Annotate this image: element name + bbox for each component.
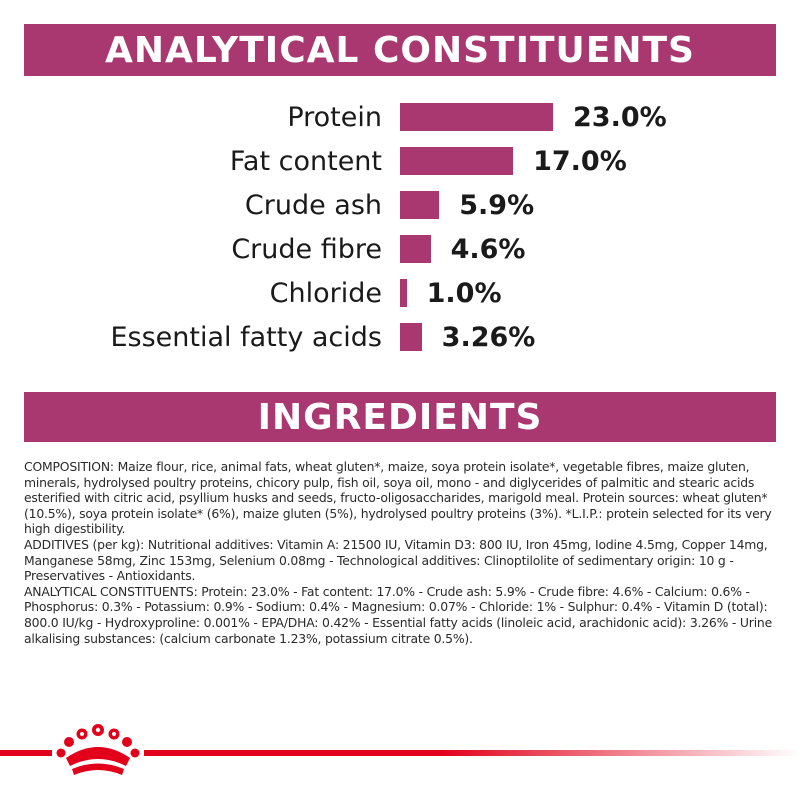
chart-category-label: Essential fatty acids	[110, 322, 382, 353]
chart-row	[0, 184, 800, 228]
chart-row	[0, 96, 800, 140]
additives-paragraph: ADDITIVES (per kg): Nutritional additives: Vitamin A: 21500 IU, Vitamin D3: 800 IU, Iron 45mg, Iodine 4.5mg, Copper 14mg, Manganese 58mg, Zinc 153mg, Selenium 0.08mg - Technological additives: Clinoptilolite of sedimentary origin: 10 g - Preservatives - Antioxidants.	[24, 536, 768, 584]
analytical-constituents-banner	[24, 24, 776, 76]
chart-category-label: Crude ash	[244, 190, 382, 221]
ingredients-text	[24, 459, 776, 646]
chart-row	[0, 316, 800, 360]
chart-value-label: 1.0%	[426, 278, 502, 309]
chart-value-label: 4.6%	[450, 234, 526, 265]
chart-bar	[400, 279, 407, 307]
chart-bar	[400, 103, 553, 131]
analytical-paragraph: ANALYTICAL CONSTITUENTS: Protein: 23.0% - Fat content: 17.0% - Crude ash: 5.9% - Crude fibre: 4.6% - Calcium: 0.6% - Phosphorus: 0.3% - Potassium: 0.9% - Sodium: 0.4% - Magnesium: 0.07% - Chloride: 1% - Sulphur: 0.4% - Vitamin D (total): 800.0 IU/kg - Hydroxyproline: 0.001% - EPA/DHA: 0.42% - Essential fatty acids (linoleic acid, arachidonic acid): 3.26% - Urine alkalising substances: (calcium carbonate 1.23%, potassium citrate 0.5%).	[24, 583, 773, 646]
chart-bar	[400, 147, 513, 175]
chart-row	[0, 140, 800, 184]
ingredients-banner	[24, 392, 776, 442]
chart-row	[0, 272, 800, 316]
chart-category-label: Chloride	[269, 278, 382, 309]
ingredients-title: INGREDIENTS	[257, 396, 543, 438]
composition-paragraph: COMPOSITION: Maize flour, rice, animal fats, wheat gluten*, maize, soya protein isolate*, vegetable fibres, maize gluten, minerals, hydrolysed poultry proteins, chicory pulp, fish oil, soya oil, mono - and diglycerides of palmitic and stearic acids esterified with citric acid, psyllium husks and seeds, fructo-oligosaccharides, marigold meal. Protein sources: wheat gluten* (10.5%), soya protein isolate* (6%), maize gluten (5%), hydrolysed poultry proteins (3%). *L.I.P.: protein selected for its very high digestibility.	[24, 459, 772, 537]
chart-category-label: Fat content	[229, 146, 382, 177]
chart-value-label: 5.9%	[459, 190, 535, 221]
chart-value-label: 23.0%	[573, 102, 667, 133]
crown-icon	[52, 722, 144, 778]
chart-value-label: 17.0%	[533, 146, 627, 177]
chart-row	[0, 228, 800, 272]
chart-bar	[400, 191, 439, 219]
chart-category-label: Protein	[287, 102, 382, 133]
analytical-constituents-title: ANALYTICAL CONSTITUENTS	[105, 29, 695, 71]
chart-bar	[400, 323, 422, 351]
constituents-bar-chart	[0, 96, 800, 366]
chart-category-label: Crude fibre	[231, 234, 382, 265]
chart-bar	[400, 235, 431, 263]
chart-value-label: 3.26%	[441, 322, 536, 353]
